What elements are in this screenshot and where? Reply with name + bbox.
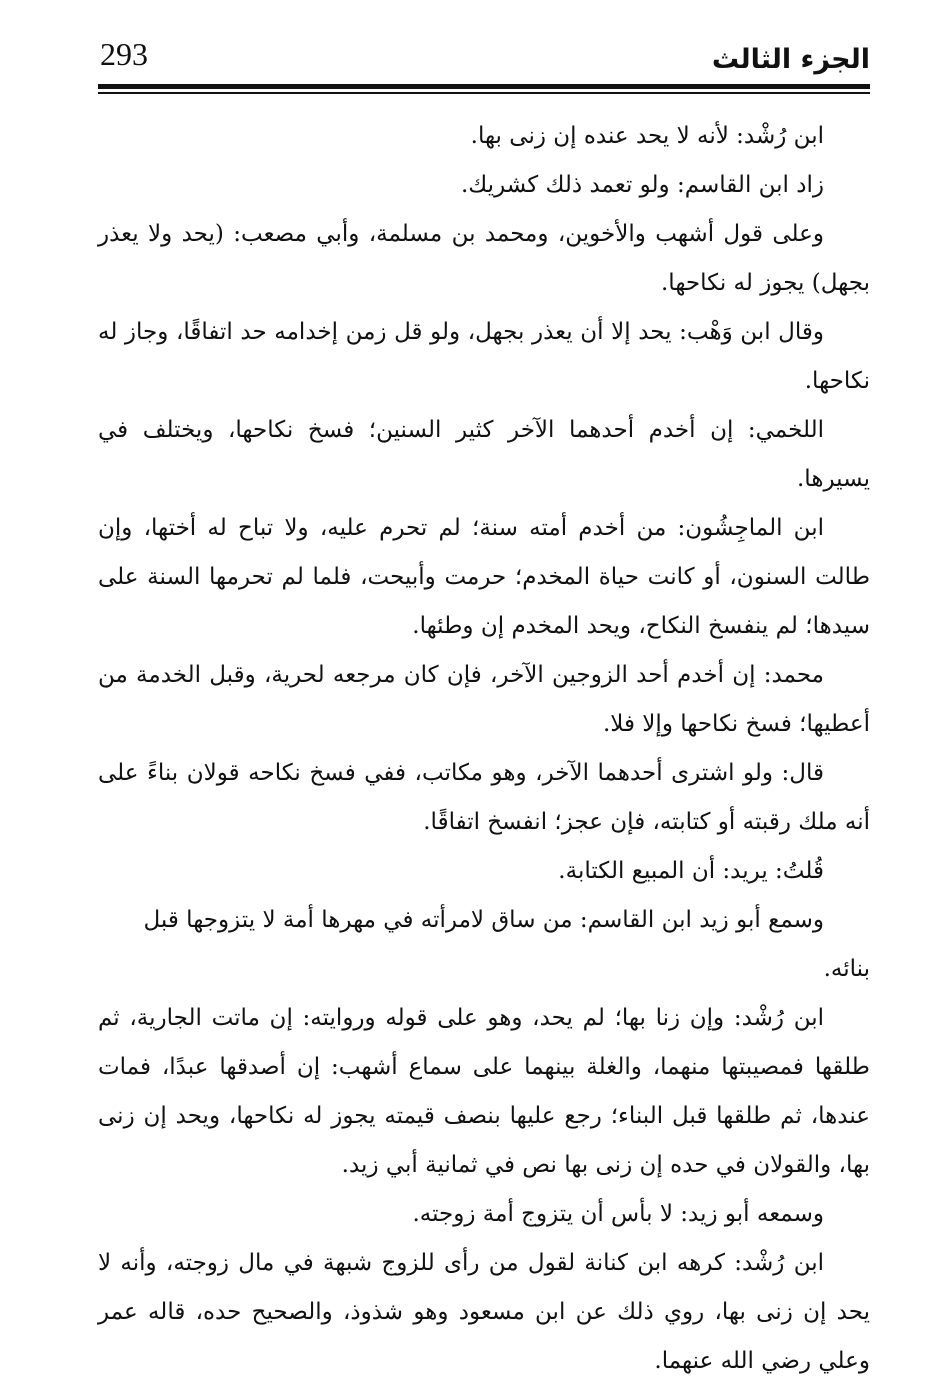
paragraph: اللخمي: إن أخدم أحدهما الآخر كثير السنين؛ فسخ نكاحها، ويختلف في يسيرها.	[98, 417, 870, 492]
paragraph: وقال ابن وَهْب: يحد إلا أن يعذر بجهل، ولو قل زمن إخدامه حد اتفاقًا، وجاز له نكاحها.	[98, 319, 870, 394]
paragraph: وسمع أبو زيد ابن القاسم: من ساق لامرأته في مهرها أمة لا يتزوجها قبل بنائه.	[143, 907, 870, 982]
running-title: الجزء الثالث	[711, 44, 870, 75]
paragraph: وسمعه أبو زيد: لا بأس أن يتزوج أمة زوجته.	[412, 1201, 824, 1227]
paragraph: زاد ابن القاسم: ولو تعمد ذلك كشريك.	[460, 172, 824, 198]
paragraph: وعلى قول أشهب والأخوين، ومحمد بن مسلمة، وأبي مصعب: (يحد ولا يعذر بجهل) يجوز له نكاحها.	[98, 221, 870, 296]
page-header	[98, 30, 870, 82]
header-rule-thick	[98, 84, 870, 89]
paragraph: ابن رُشْد: كرهه ابن كنانة لقول من رأى للزوج شبهة في مال زوجته، وأنه لا يحد إن زنى بها، روي ذلك عن ابن مسعود وهو شذوذ، والصحيح حده، قاله عمر وعلي رضي الله عنهما.	[98, 1250, 870, 1374]
paragraph: قُلتُ: يريد: أن المبيع الكتابة.	[558, 858, 824, 884]
page-body	[98, 112, 870, 1386]
paragraph: ابن رُشْد: لأنه لا يحد عنده إن زنى بها.	[470, 123, 824, 149]
paragraph: محمد: إن أخدم أحد الزوجين الآخر، فإن كان مرجعه لحرية، وقبل الخدمة من أعطيها؛ فسخ نكاحها وإلا فلا.	[98, 662, 870, 737]
page-number: 293	[100, 36, 148, 72]
paragraph: ابن الماجِشُون: من أخدم أمته سنة؛ لم تحرم عليه، ولا تباح له أختها، وإن طالت السنون، أو كانت حياة المخدم؛ حرمت وأبيحت، فلما لم تحرمها السنة على سيدها؛ لم ينفسخ النكاح، ويحد المخدم إن وطئها.	[98, 515, 870, 639]
header-rule-thin	[98, 92, 870, 94]
paragraph: قال: ولو اشترى أحدهما الآخر، وهو مكاتب، ففي فسخ نكاحه قولان بناءً على أنه ملك رقبته أو كتابته، فإن عجز؛ انفسخ اتفاقًا.	[98, 760, 870, 835]
paragraph: ابن رُشْد: وإن زنا بها؛ لم يحد، وهو على قوله وروايته: إن ماتت الجارية، ثم طلقها فمصيبتها منهما، والغلة بينهما على سماع أشهب: إن أصدقها عبدًا، فمات عندها، ثم طلقها قبل البناء؛ رجع عليها بنصف قيمته يجوز له نكاحها، ويحد إن زنى بها، والقولان في حده إن زنى بها نص في ثمانية أبي زيد.	[98, 1005, 870, 1178]
